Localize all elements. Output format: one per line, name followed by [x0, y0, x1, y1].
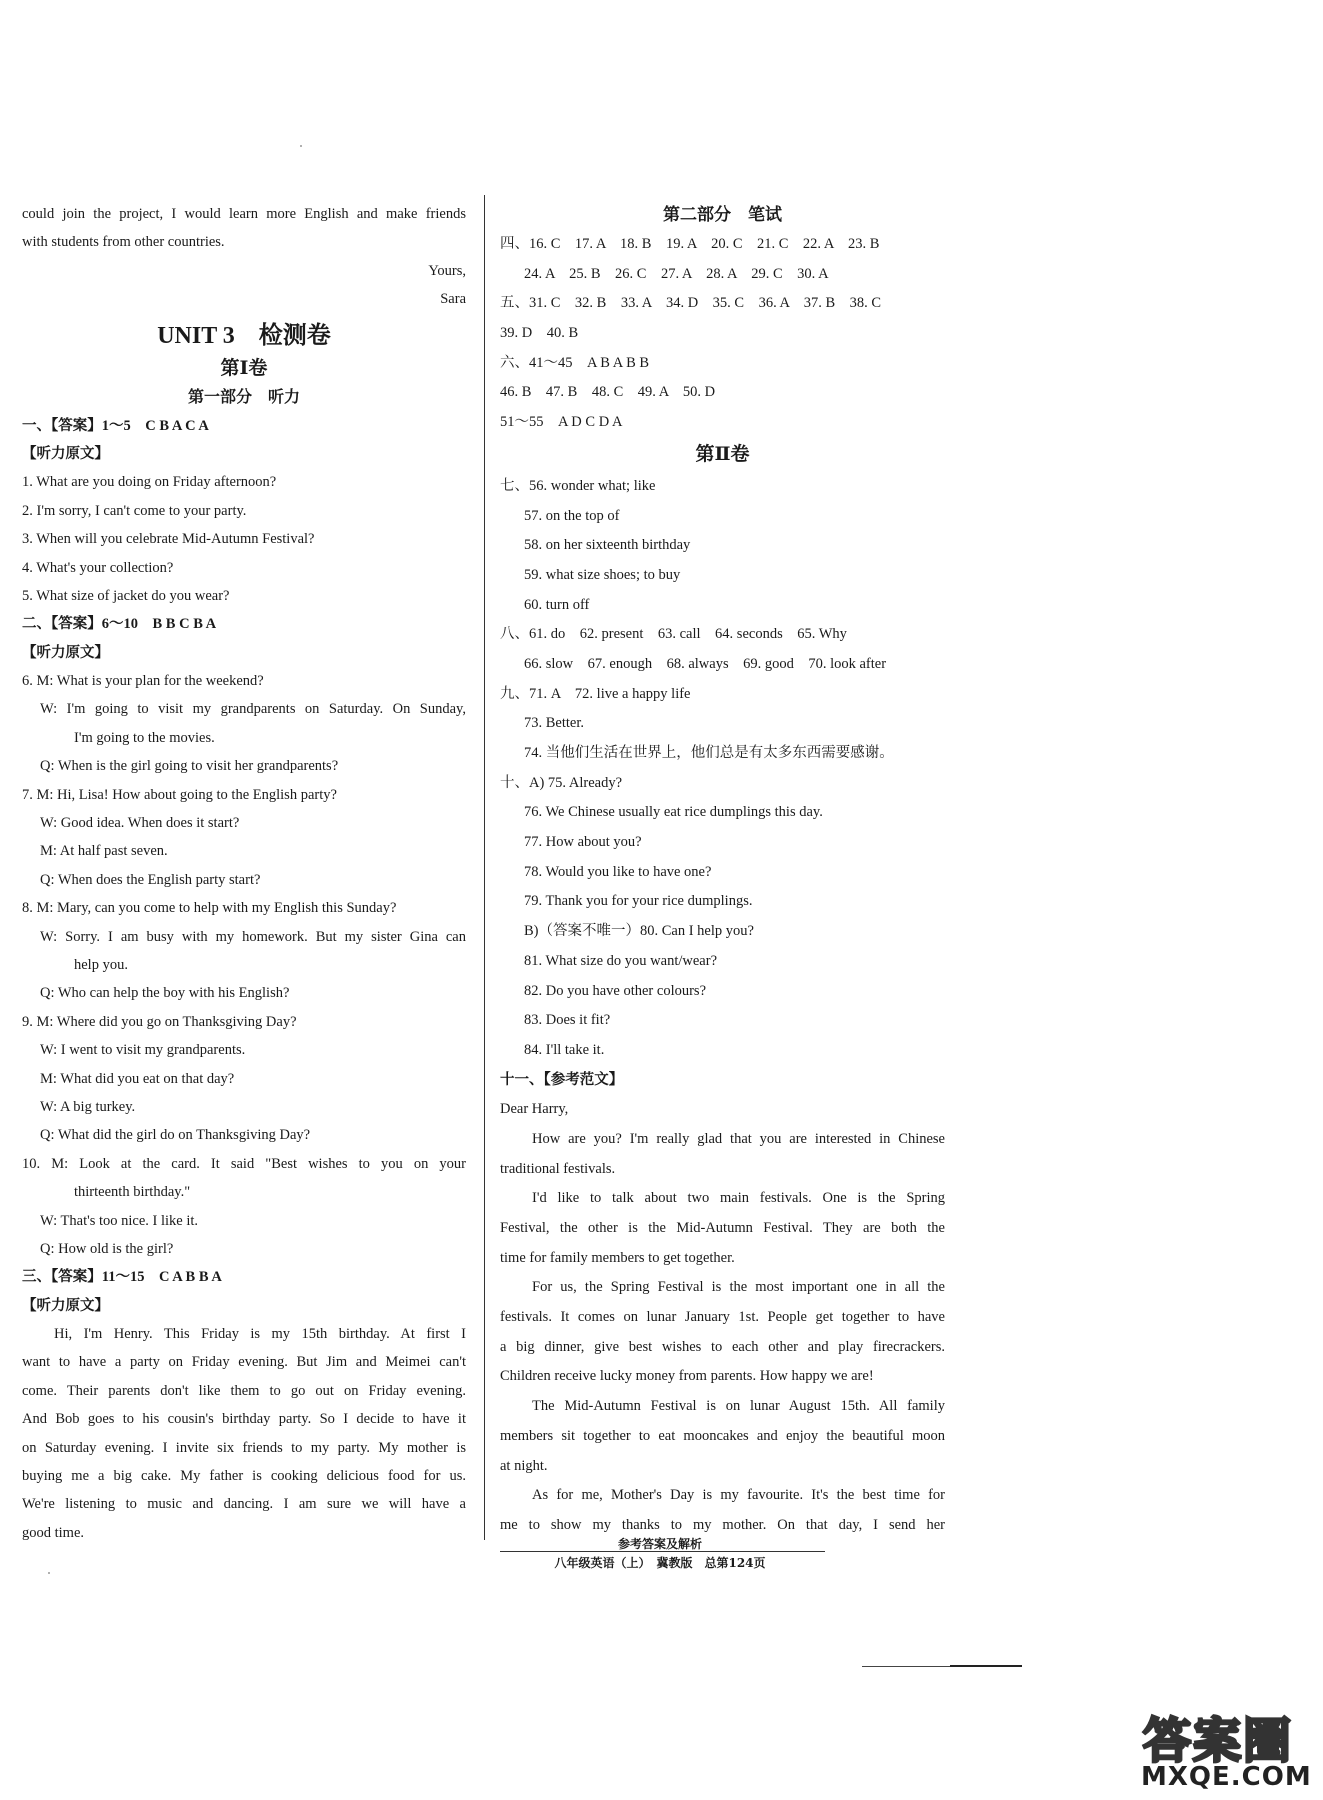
- paragraph-line: come. Their parents don't like them to go out on Friday evening.: [22, 1382, 466, 1399]
- unit-title: UNIT 3 检测卷: [157, 322, 331, 349]
- right-column: [500, 200, 945, 1541]
- answer-row: 四、16. C 17. A 18. B 19. A 20. C 21. C 22. A 23. B: [500, 236, 880, 252]
- answer-line: 82. Do you have other colours?: [524, 982, 707, 999]
- dialogue-line: W: Sorry. I am busy with my homework. But my sister Gina can: [40, 928, 466, 945]
- part-heading: 第二部分 笔试: [663, 205, 782, 224]
- dialogue-line: 10. M: Look at the card. It said "Best wishes to you on your: [22, 1155, 466, 1172]
- script-label: 【听力原文】: [22, 445, 109, 462]
- letter-line: traditional festivals.: [500, 1160, 616, 1177]
- dialogue-line: 7. M: Hi, Lisa! How about going to the English party?: [22, 786, 337, 803]
- letter-line: a big dinner, give best wishes to each other and play firecrackers.: [500, 1338, 945, 1355]
- dialogue-line: Q: How old is the girl?: [40, 1240, 174, 1257]
- part-heading: 第一部分 听力: [187, 388, 300, 406]
- decorative-rule: [950, 1665, 1022, 1667]
- dialogue-line: M: At half past seven.: [40, 843, 168, 860]
- letter-line: Festival, the other is the Mid-Autumn Festival. They are both the: [500, 1220, 945, 1236]
- site-watermark: [1135, 1700, 1320, 1796]
- answer-line: 76. We Chinese usually eat rice dumplings this day.: [524, 804, 823, 821]
- script-line: 4. What's your collection?: [22, 559, 174, 576]
- dialogue-line: I'm going to the movies.: [74, 729, 215, 746]
- text-line: could join the project, I would learn more English and make friends: [22, 206, 466, 222]
- dialogue-line: W: A big turkey.: [40, 1098, 136, 1115]
- script-label: 【听力原文】: [22, 644, 109, 661]
- section-header: 二、【答案】6～10 B B C B A: [22, 616, 217, 633]
- text-line: with students from other countries.: [22, 234, 225, 251]
- dialogue-line: Q: Who can help the boy with his English?: [40, 985, 290, 1002]
- dialogue-line: Q: What did the girl do on Thanksgiving Day?: [40, 1127, 311, 1144]
- answer-line: 59. what size shoes; to buy: [524, 566, 681, 583]
- letter-line: festivals. It comes on lunar January 1st. People get together to have: [500, 1309, 945, 1326]
- paragraph-line: buying me a big cake. My father is cooking delicious food for us.: [22, 1468, 466, 1485]
- letter-line: I'd like to talk about two main festivals. One is the Spring: [532, 1190, 945, 1207]
- volume-heading: 第Ⅰ卷: [220, 357, 268, 379]
- letter-line: me to show my thanks to my mother. On that day, I send her: [500, 1516, 945, 1533]
- dialogue-line: 9. M: Where did you go on Thanksgiving Day?: [22, 1013, 297, 1030]
- dialogue-line: M: What did you eat on that day?: [40, 1070, 235, 1087]
- footer-rule: [500, 1551, 825, 1552]
- answer-line: 60. turn off: [524, 596, 590, 613]
- answer-line: 81. What size do you want/wear?: [524, 952, 718, 969]
- answer-line: 79. Thank you for your rice dumplings.: [524, 893, 753, 910]
- letter-line: Children receive lucky money from parents. How happy we are!: [500, 1368, 874, 1385]
- dialogue-line: Q: When is the girl going to visit her grandparents?: [40, 758, 339, 775]
- speck: [300, 145, 302, 147]
- dialogue-line: thirteenth birthday.": [74, 1184, 191, 1201]
- answer-row: 51～55 A D C D A: [500, 414, 623, 431]
- section-header: 一、【答案】1～5 C B A C A: [22, 417, 209, 434]
- dialogue-line: 6. M: What is your plan for the weekend?: [22, 673, 264, 690]
- letter-line: The Mid-Autumn Festival is on lunar August 15th. All family: [532, 1398, 945, 1415]
- answer-line: 九、71. A 72. live a happy life: [500, 685, 691, 702]
- dialogue-line: W: I went to visit my grandparents.: [40, 1042, 246, 1059]
- paragraph-line: Hi, I'm Henry. This Friday is my 15th birthday. At first I: [54, 1326, 466, 1343]
- answer-row: 46. B 47. B 48. C 49. A 50. D: [500, 384, 716, 401]
- letter-greeting: Dear Harry,: [500, 1101, 569, 1118]
- answer-row: 66. slow 67. enough 68. always 69. good 70. look after: [524, 655, 887, 672]
- volume-heading: 第Ⅱ卷: [695, 443, 750, 465]
- answer-line: 77. How about you?: [524, 834, 642, 851]
- dialogue-line: 8. M: Mary, can you come to help with my English this Sunday?: [22, 900, 397, 917]
- answer-line: 73. Better.: [524, 715, 585, 732]
- left-column: [22, 200, 466, 1547]
- letter-line: How are you? I'm really glad that you are interested in Chinese: [532, 1130, 945, 1147]
- dialogue-line: help you.: [74, 956, 128, 973]
- script-line: 5. What size of jacket do you wear?: [22, 587, 230, 604]
- footer-page-info: 八年级英语（上） 冀教版 总第124页: [554, 1556, 766, 1570]
- answer-row: 六、41～45 A B A B B: [500, 354, 650, 371]
- letter-closing: Yours,: [428, 262, 466, 279]
- watermark-logo-text: 答案圈: [1143, 1713, 1294, 1769]
- answer-row: 五、31. C 32. B 33. A 34. D 35. C 36. A 37. B 38. C: [500, 295, 882, 312]
- column-divider: [484, 195, 485, 1540]
- section-header: 三、【答案】11～15 C A B B A: [22, 1269, 222, 1286]
- answer-line: 83. Does it fit?: [524, 1012, 611, 1029]
- watermark-url: MXQE.COM: [1141, 1762, 1312, 1792]
- speck: [48, 1572, 50, 1574]
- answer-row: 八、61. do 62. present 63. call 64. seconds 65. Why: [500, 626, 847, 643]
- footer-title: 参考答案及解析: [617, 1537, 702, 1551]
- dialogue-line: W: That's too nice. I like it.: [40, 1212, 199, 1229]
- answer-line: B)（答案不唯一）80. Can I help you?: [524, 923, 754, 940]
- dialogue-line: W: Good idea. When does it start?: [40, 815, 240, 832]
- answer-line: 七、56. wonder what; like: [500, 477, 656, 494]
- letter-line: time for family members to get together.: [500, 1249, 735, 1266]
- paragraph-line: on Saturday evening. I invite six friends to my party. My mother is: [22, 1439, 466, 1456]
- answer-line: 74. 当他们生活在世界上，他们总是有太多东西需要感谢。: [524, 745, 894, 761]
- letter-line: at night.: [500, 1457, 548, 1474]
- letter-signature: Sara: [440, 291, 466, 308]
- answer-line: 十、A) 75. Already?: [500, 774, 623, 791]
- letter-line: As for me, Mother's Day is my favourite. It's the best time for: [532, 1487, 945, 1504]
- dialogue-line: W: I'm going to visit my grandparents on Saturday. On Sunday,: [40, 701, 466, 718]
- letter-line: members sit together to eat mooncakes and enjoy the beautiful moon: [500, 1427, 945, 1444]
- answer-line: 84. I'll take it.: [524, 1041, 605, 1058]
- answer-line: 58. on her sixteenth birthday: [524, 537, 691, 554]
- answer-row: 39. D 40. B: [500, 325, 579, 342]
- answer-line: 57. on the top of: [524, 507, 620, 524]
- letter-line: For us, the Spring Festival is the most important one in all the: [532, 1279, 945, 1296]
- paragraph-line: We're listening to music and dancing. I am sure we will have a: [22, 1496, 466, 1513]
- script-line: 2. I'm sorry, I can't come to your party.: [22, 502, 247, 519]
- script-line: 3. When will you celebrate Mid-Autumn Festival?: [22, 531, 315, 548]
- paragraph-line: want to have a party on Friday evening. But Jim and Meimei can't: [22, 1354, 466, 1371]
- script-line: 1. What are you doing on Friday afternoon?: [22, 474, 277, 491]
- dialogue-line: Q: When does the English party start?: [40, 871, 261, 888]
- answer-line: 78. Would you like to have one?: [524, 863, 712, 880]
- script-label: 【听力原文】: [22, 1297, 109, 1314]
- section-header: 十一、【参考范文】: [500, 1071, 624, 1088]
- paragraph-line: And Bob goes to his cousin's birthday party. So I decide to have it: [22, 1411, 466, 1428]
- answer-row: 24. A 25. B 26. C 27. A 28. A 29. C 30. A: [524, 265, 829, 282]
- paragraph-line: good time.: [22, 1524, 85, 1541]
